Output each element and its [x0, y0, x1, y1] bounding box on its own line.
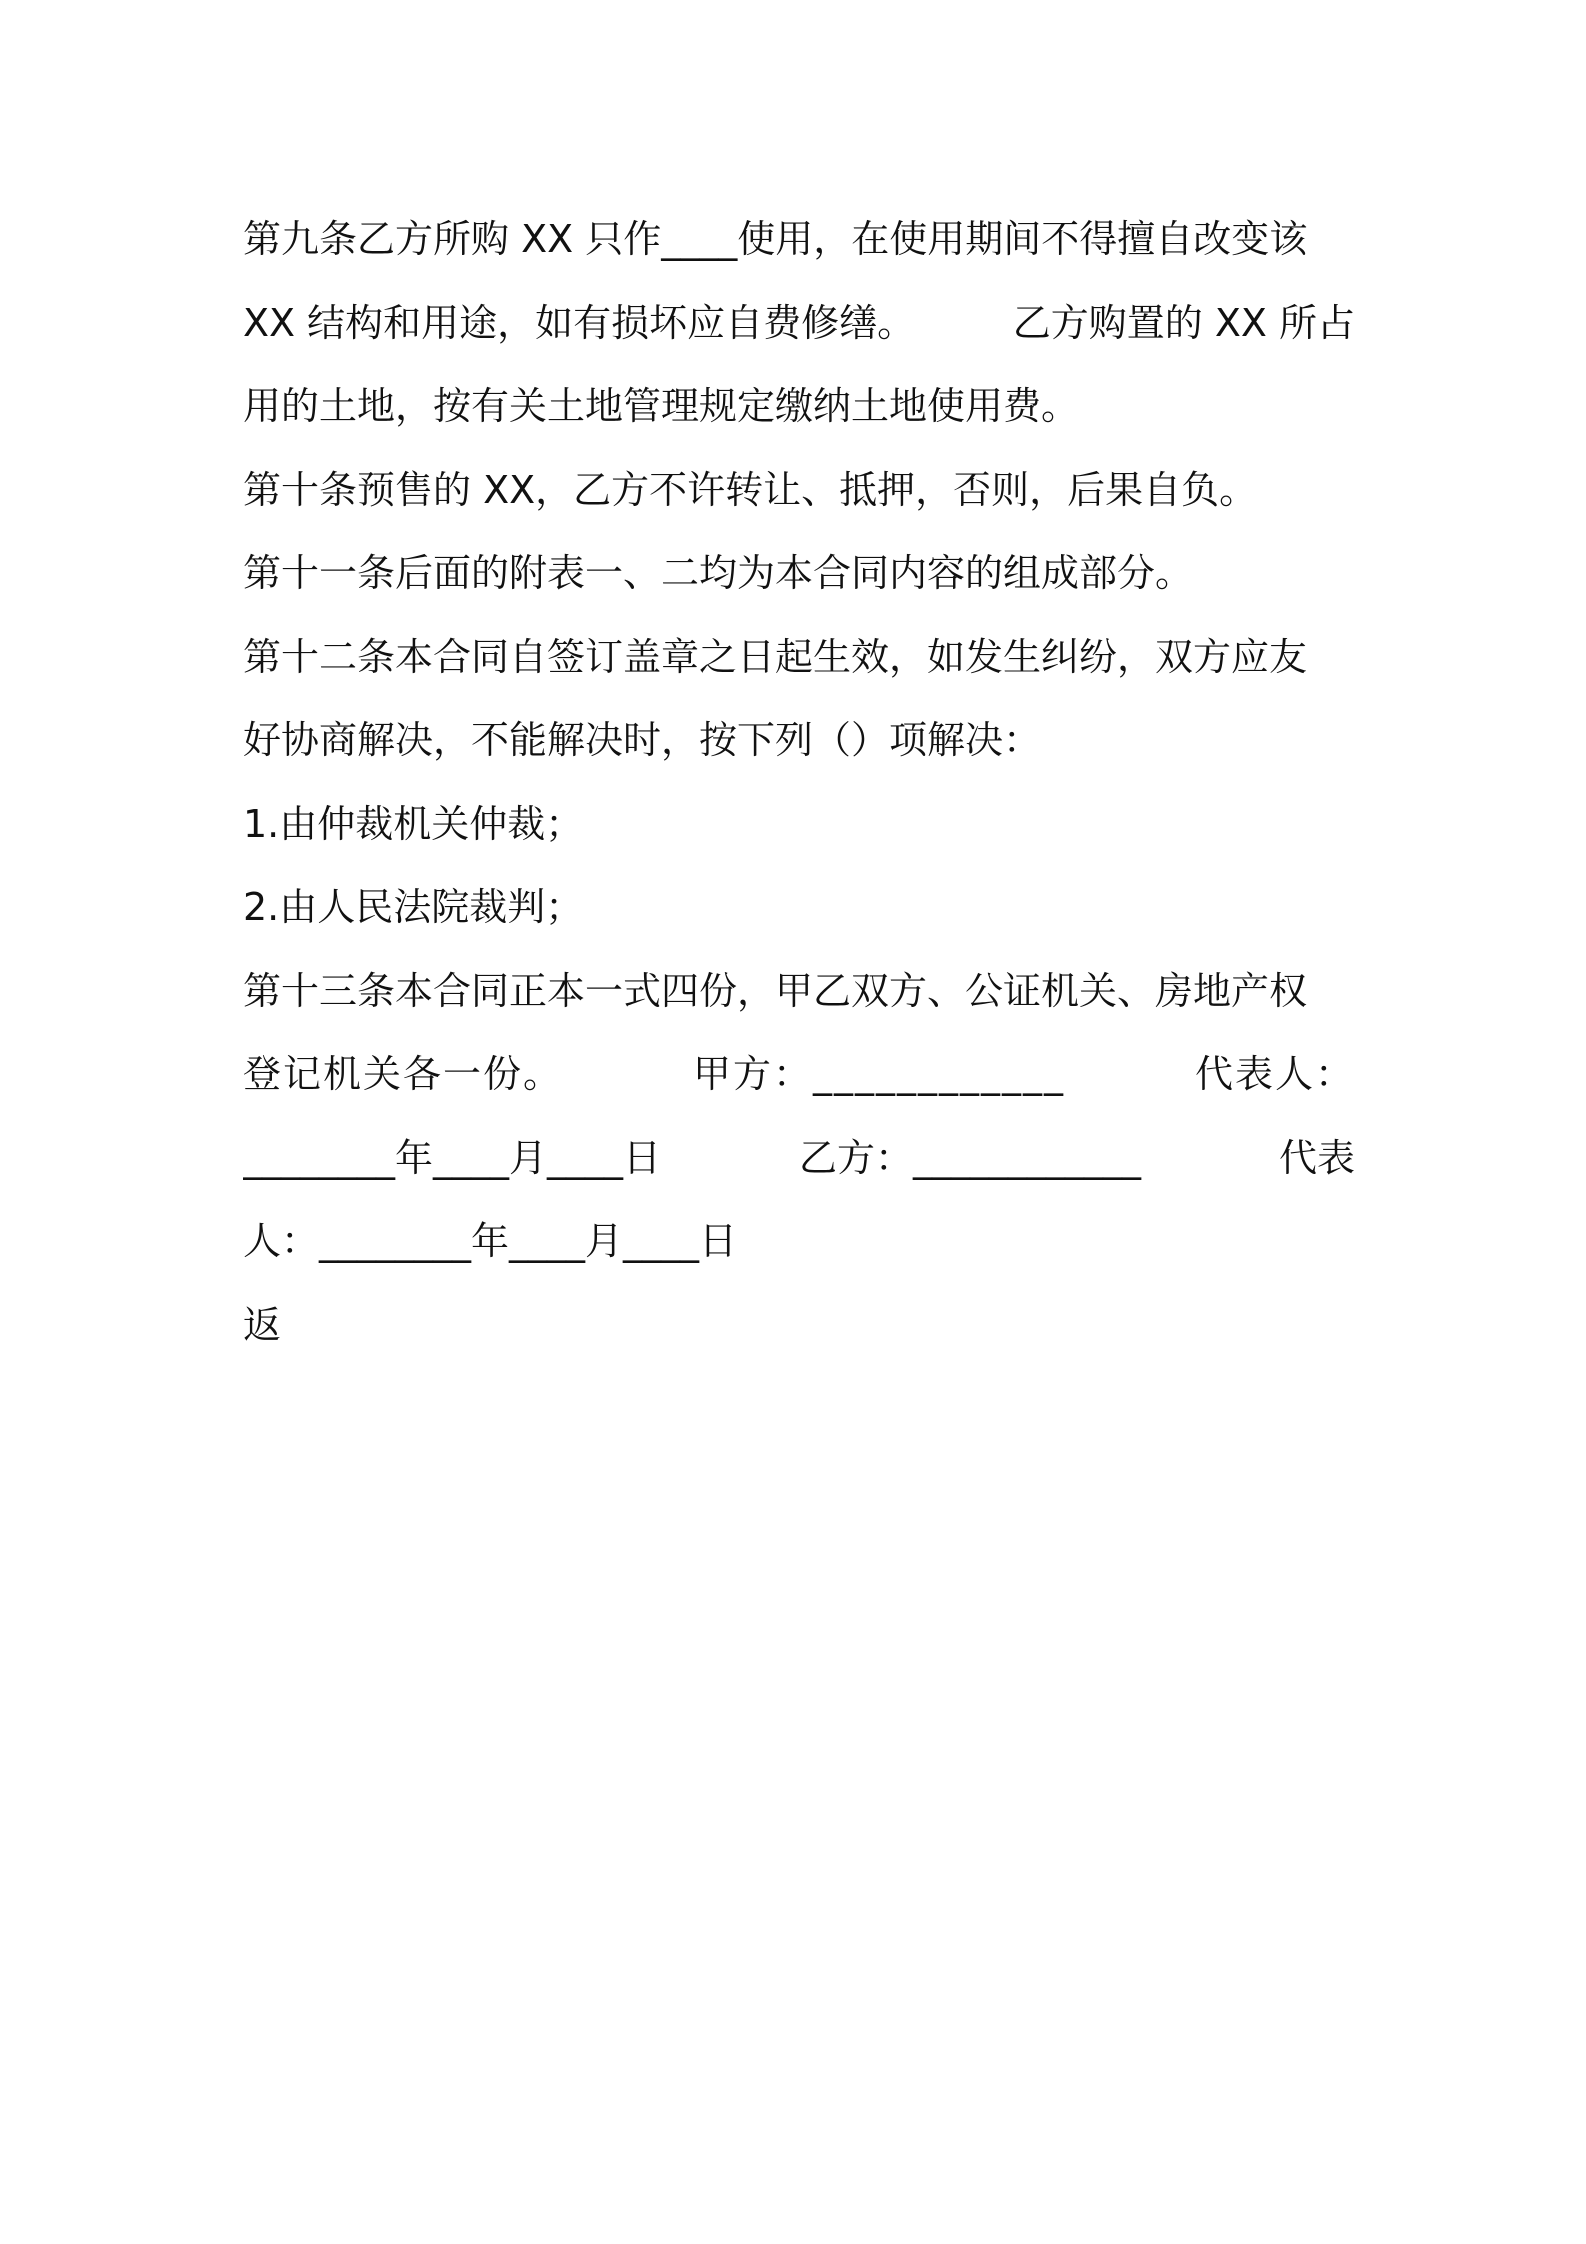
- party-b-representative-date: 人：________年____月____日: [243, 1219, 738, 1263]
- article-13-line-2: [243, 1033, 1355, 1117]
- back-text: 返: [243, 1302, 282, 1347]
- article-12-line-2: 好协商解决，不能解决时，按下列（）项解决：: [243, 718, 1042, 762]
- article-13-line-3: [243, 1117, 1355, 1201]
- article-13-copy-text: 登记机关各一份。: [243, 1052, 564, 1096]
- article-9-line-2-part-b: 乙方购置的 XX 所占: [1012, 300, 1355, 345]
- representative-label-continued: 代表: [1278, 1135, 1355, 1180]
- article-9-line-1: 第九条乙方所购 XX 只作____使用，在使用期间不得擅自改变该: [243, 217, 1308, 261]
- representative-label: 代表人：: [1194, 1052, 1355, 1096]
- article-9-line-2: [243, 282, 1355, 366]
- contract-text: [243, 198, 1355, 1367]
- article-10: 第十条预售的 XX，乙方不许转让、抵押，否则，后果自负。: [243, 467, 1258, 512]
- article-12-line-1: 第十二条本合同自签订盖章之日起生效，如发生纠纷，双方应友: [243, 634, 1308, 679]
- article-9-line-3: 用的土地，按有关土地管理规定缴纳土地使用费。: [243, 384, 1080, 428]
- article-11: 第十一条后面的附表一、二均为本合同内容的组成部分。: [243, 551, 1194, 595]
- article-13-line-1: 第十三条本合同正本一式四份，甲乙双方、公证机关、房地产权: [243, 968, 1308, 1013]
- party-b-signature-field: 乙方：____________: [798, 1135, 1141, 1180]
- party-a-date-field: ________年____月____日: [243, 1135, 662, 1180]
- article-9-line-2-part-a: XX 结构和用途，如有损坏应自费修缮。: [243, 300, 916, 345]
- option-1: 1.由仲裁机关仲裁；: [243, 801, 584, 846]
- party-a-signature-field: 甲方：____________: [692, 1052, 1065, 1096]
- option-2: 2.由人民法院裁判；: [243, 885, 584, 929]
